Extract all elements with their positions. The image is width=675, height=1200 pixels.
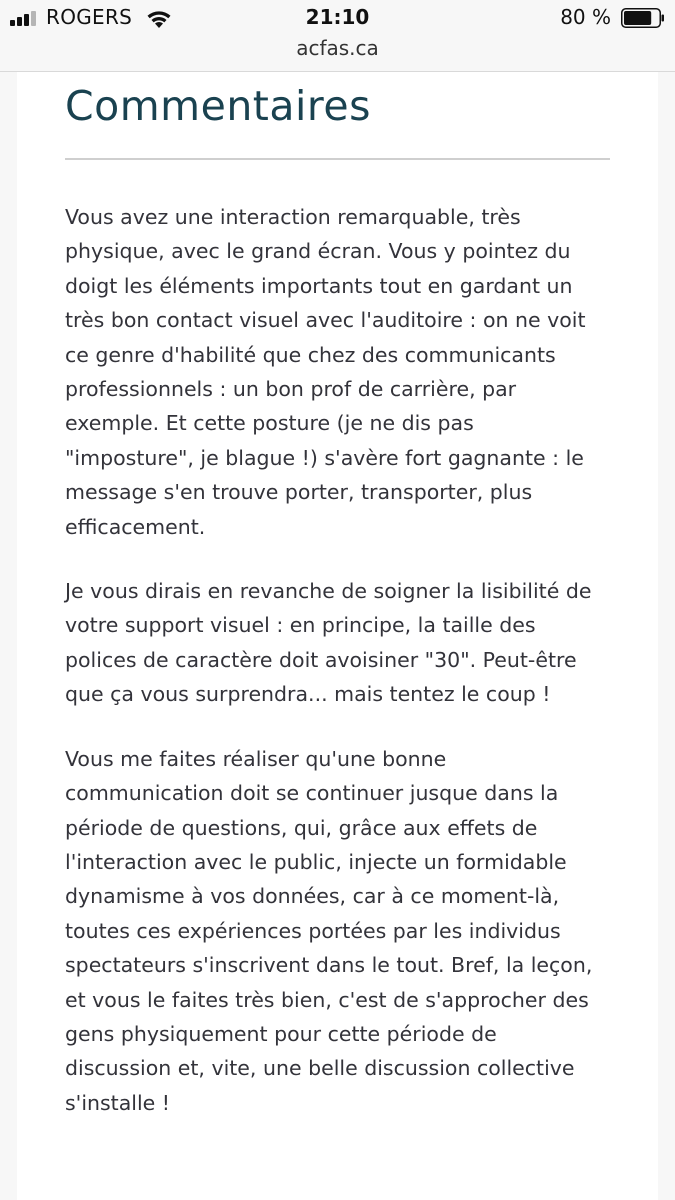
battery-icon bbox=[621, 8, 665, 28]
comment-line: très bon contact visuel avec l'auditoire : on ne voit bbox=[65, 308, 586, 333]
title-divider bbox=[65, 158, 610, 160]
comment-line: Je vous dirais en revanche de soigner la lisibilité de bbox=[65, 579, 592, 604]
status-bar bbox=[0, 0, 675, 72]
address-bar-url[interactable]: acfas.ca bbox=[296, 36, 379, 60]
comment-line: professionnels : un bon prof de carrière, par bbox=[65, 377, 517, 402]
comment-paragraph bbox=[65, 742, 625, 1120]
comment-line: Vous avez une interaction remarquable, très bbox=[65, 205, 521, 229]
comment-line: gens physiquement pour cette période de bbox=[65, 1021, 497, 1046]
clock: 21:10 bbox=[305, 5, 370, 29]
comment-line: physique, avec le grand écran. Vous y pointez du bbox=[65, 239, 571, 264]
comment-line: message s'en trouve porter, transporter, plus bbox=[65, 480, 533, 505]
comment-line: spectateurs s'inscrivent dans le tout. Bref, la leçon, bbox=[65, 953, 593, 978]
comment-line: Vous me faites réaliser qu'une bonne bbox=[65, 746, 447, 771]
comment-line: votre support visuel : en principe, la taille des bbox=[65, 613, 536, 638]
comment-line: "imposture", je blague !) s'avère fort gagnante : le bbox=[65, 445, 584, 470]
battery-percentage: 80 % bbox=[560, 5, 611, 29]
comment-paragraph bbox=[65, 200, 625, 544]
battery-level-fill bbox=[624, 11, 651, 25]
comment-line: toutes ces expériences portées par les individus bbox=[65, 918, 561, 943]
comment-line: que ça vous surprendra... mais tentez le coup ! bbox=[65, 682, 551, 707]
page-title: Commentaires bbox=[65, 82, 371, 130]
comments-card bbox=[17, 72, 658, 1200]
comment-line: ce genre d'habilité que chez des communicants bbox=[65, 342, 556, 367]
comment-line: polices de caractère doit avoisiner "30". Peut-être bbox=[65, 647, 577, 672]
comment-line: doigt les éléments importants tout en gardant un bbox=[65, 273, 573, 298]
comment-line: discussion et, vite, une belle discussion collective bbox=[65, 1056, 575, 1081]
comment-line: dynamisme à vos données, car à ce moment-là, bbox=[65, 884, 560, 909]
comment-line: efficacement. bbox=[65, 514, 206, 539]
comment-body bbox=[65, 200, 625, 1150]
comment-line: s'installe ! bbox=[65, 1090, 171, 1115]
comment-line: communication doit se continuer jusque dans la bbox=[65, 781, 559, 806]
comment-line: période de questions, qui, grâce aux effets de bbox=[65, 815, 538, 840]
comment-paragraph bbox=[65, 574, 625, 712]
comment-line: l'interaction avec le public, injecte un formidable bbox=[65, 849, 567, 874]
comment-line: exemple. Et cette posture (je ne dis pas bbox=[65, 411, 474, 436]
carrier-name: ROGERS bbox=[46, 5, 133, 29]
comment-line: et vous le faites très bien, c'est de s'approcher des bbox=[65, 987, 589, 1012]
